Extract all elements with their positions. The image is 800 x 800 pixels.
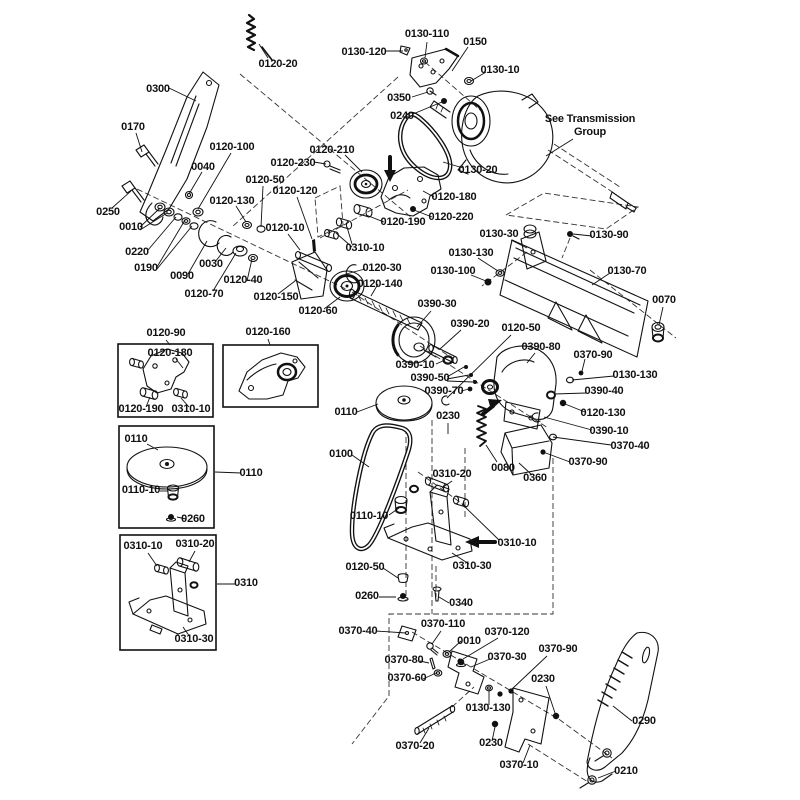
- leader-line-95: [215, 472, 241, 473]
- part-0070-bushing: [652, 323, 664, 342]
- part-label-0080: 0080: [491, 462, 515, 474]
- part-label-0120-150: 0120-150: [253, 291, 299, 303]
- part-label-0190: 0190: [134, 262, 158, 274]
- part-0170-bolt: [136, 145, 158, 166]
- part-label-0390-10: 0390-10: [395, 359, 435, 371]
- part-0120-210-pulley: [350, 170, 382, 198]
- part-label-0100: 0100: [329, 448, 353, 460]
- part-label-0120-50: 0120-50: [345, 561, 385, 573]
- part-0120-10-shaft: [296, 252, 332, 272]
- leader-line-57: [447, 375, 469, 379]
- part-label-0310-30: 0310-30: [174, 633, 214, 645]
- leader-line-56: [447, 367, 464, 377]
- hardware-under-bracket: [398, 574, 441, 601]
- part-label-0370-90: 0370-90: [573, 349, 613, 361]
- part-label-0370-10: 0370-10: [499, 759, 539, 771]
- part-label-0120-50: 0120-50: [501, 322, 541, 334]
- part-label-0120-20: 0120-20: [258, 58, 298, 70]
- part-label-0120-190: 0120-190: [118, 403, 164, 415]
- part-label-0120-30: 0120-30: [362, 262, 402, 274]
- part-label-0360: 0360: [523, 472, 547, 484]
- part-label-0120-230: 0120-230: [270, 157, 316, 169]
- part-label-0310-10: 0310-10: [345, 242, 385, 254]
- part-label-0130-130: 0130-130: [612, 369, 658, 381]
- part-label-0310-20: 0310-20: [432, 468, 472, 480]
- part-label-0390-10: 0390-10: [589, 425, 629, 437]
- part-label-0030: 0030: [199, 258, 223, 270]
- part-label-0390-70: 0390-70: [424, 385, 464, 397]
- leader-line-29: [157, 226, 192, 269]
- part-label-0210: 0210: [614, 765, 638, 777]
- part-label-0310: 0310: [234, 577, 258, 589]
- leader-line-67: [383, 568, 398, 578]
- part-0390-30-pulley: [393, 317, 436, 363]
- part-label-0260: 0260: [181, 513, 205, 525]
- leader-line-88: [268, 339, 270, 345]
- leader-line-45: [440, 330, 461, 349]
- part-0100-belt: [349, 425, 410, 548]
- leader-line-64: [442, 481, 452, 488]
- boxD-contents: [129, 558, 206, 634]
- part-0130-100-nut: [485, 279, 492, 286]
- part-label-0120-160: 0120-160: [245, 326, 291, 338]
- part-0350-bolt: [427, 88, 436, 95]
- part-label-0130-130: 0130-130: [448, 247, 494, 259]
- leader-line-73: [432, 631, 441, 644]
- part-0130-90-bolt: [567, 231, 579, 239]
- part-label-0110: 0110: [239, 467, 263, 479]
- part-0130-20-belt: [400, 114, 450, 178]
- part-label-0230: 0230: [479, 737, 503, 749]
- part-label-0370-90: 0370-90: [568, 456, 608, 468]
- leader-line-61: [357, 404, 378, 412]
- part-0370-20-rod: [415, 706, 455, 735]
- part-label-0120-70: 0120-70: [184, 288, 224, 300]
- part-label-0310-30: 0310-30: [452, 560, 492, 572]
- part-label-0130-90: 0130-90: [589, 229, 629, 241]
- part-label-0260: 0260: [355, 590, 379, 602]
- leader-line-49: [572, 376, 614, 380]
- part-0120-20-spring: [247, 15, 272, 60]
- part-0120-220-bolt: [410, 206, 416, 212]
- part-label-0120-90: 0120-90: [146, 327, 186, 339]
- leader-line-0: [259, 44, 268, 58]
- part-label-0130-110: 0130-110: [404, 28, 450, 40]
- leader-line-38: [511, 240, 527, 248]
- part-0310-30-bracket: [384, 485, 472, 560]
- leader-line-5: [452, 47, 468, 71]
- part-label-0110: 0110: [124, 433, 148, 445]
- part-label-0370-90: 0370-90: [538, 643, 578, 655]
- part-0150-bracket: [410, 49, 458, 87]
- part-label-0120-130: 0120-130: [209, 195, 255, 207]
- part-label-0110-10: 0110-10: [349, 510, 389, 522]
- leader-line-97: [148, 553, 157, 566]
- leader-line-28: [157, 220, 185, 267]
- part-label-0240: 0240: [390, 110, 414, 122]
- part-label-0390-80: 0390-80: [521, 341, 561, 353]
- subassembly-boxes: [118, 344, 318, 650]
- leader-line-17: [236, 206, 246, 222]
- part-0130-110-washer: [421, 58, 428, 64]
- part-label-0070: 0070: [652, 294, 676, 306]
- hardware-0390-row: [442, 356, 498, 405]
- part-0130-70-deck: [500, 240, 648, 357]
- part-label-0290: 0290: [632, 715, 656, 727]
- part-label-0010: 0010: [457, 635, 481, 647]
- part-label-0120-210: 0120-210: [309, 144, 355, 156]
- part-label-0390-40: 0390-40: [584, 385, 624, 397]
- part-0120-230-bolt: [324, 161, 340, 173]
- part-0130-120-clip: [400, 46, 410, 55]
- leader-line-4: [425, 42, 427, 58]
- dashed-line-20: [554, 144, 620, 187]
- leader-line-98: [189, 551, 195, 562]
- part-label-0300: 0300: [146, 83, 170, 95]
- part-label-0120-180: 0120-180: [431, 191, 477, 203]
- part-label-0120-130: 0120-130: [580, 407, 626, 419]
- part-label-0370-20: 0370-20: [395, 740, 435, 752]
- part-0250-bolt: [122, 181, 144, 202]
- leader-line-18: [288, 234, 300, 250]
- part-label-0220: 0220: [125, 246, 149, 258]
- part-label-0130-120: 0130-120: [341, 46, 387, 58]
- dashed-line-6: [506, 193, 638, 229]
- leader-line-12: [189, 172, 202, 194]
- leader-line-69: [439, 597, 449, 603]
- part-label-0040: 0040: [191, 161, 215, 173]
- part-label-0010: 0010: [119, 221, 143, 233]
- part-label-0120-180: 0120-180: [147, 347, 193, 359]
- leader-line-50: [554, 393, 586, 394]
- leader-line-7: [412, 92, 428, 97]
- leader-line-65: [462, 504, 499, 540]
- leader-line-9: [546, 139, 573, 156]
- part-0110-10-grommet: [395, 497, 407, 514]
- part-label-0130-70: 0130-70: [607, 265, 647, 277]
- leader-line-72: [376, 631, 406, 633]
- part-label-0390-50: 0390-50: [410, 372, 450, 384]
- part-label-0120-190: 0120-190: [380, 216, 426, 228]
- part-label-0090: 0090: [170, 270, 194, 282]
- leader-line-85: [613, 706, 632, 721]
- leader-line-70: [486, 445, 497, 462]
- leader-line-43: [659, 307, 663, 325]
- part-label-0120-10: 0120-10: [265, 222, 305, 234]
- part-label-0110-10: 0110-10: [121, 484, 161, 496]
- leader-line-54: [543, 452, 570, 462]
- part-label-0150: 0150: [463, 36, 487, 48]
- part-label-0130-10: 0130-10: [480, 64, 520, 76]
- part-label-0390-20: 0390-20: [450, 318, 490, 330]
- dashed-line-17: [562, 238, 570, 258]
- part-label-0130-30: 0130-30: [479, 228, 519, 240]
- part-label-0310-10: 0310-10: [123, 540, 163, 552]
- part-label-0170: 0170: [121, 121, 145, 133]
- part-label-0120-120: 0120-120: [272, 185, 318, 197]
- dashed-line-5: [315, 186, 343, 237]
- part-label-0130-130: 0130-130: [465, 702, 511, 714]
- part-label-0120-100: 0120-100: [209, 141, 255, 153]
- part-label-0390-30: 0390-30: [417, 298, 457, 310]
- part-label-0120-50: 0120-50: [245, 174, 285, 186]
- part-label-0310-20: 0310-20: [175, 538, 215, 550]
- part-0310-10-bushing-center: [453, 496, 468, 507]
- part-label-0350: 0350: [387, 92, 411, 104]
- part-0370-10-plate: [505, 688, 549, 752]
- part-label-0120-140: 0120-140: [357, 278, 403, 290]
- part-label-0370-80: 0370-80: [384, 654, 424, 666]
- boxB-contents: [239, 353, 305, 399]
- part-label-0370-40: 0370-40: [610, 440, 650, 452]
- part-label-0120-60: 0120-60: [298, 305, 338, 317]
- part-label-group: Group: [574, 126, 606, 138]
- part-label-0130-100: 0130-100: [430, 265, 476, 277]
- part-label-0370-60: 0370-60: [387, 672, 427, 684]
- part-label-0250: 0250: [96, 206, 120, 218]
- part-0240-nut: [441, 98, 447, 104]
- part-label-0370-120: 0370-120: [484, 626, 530, 638]
- part-label-0120-220: 0120-220: [428, 211, 474, 223]
- part-label-0130-20: 0130-20: [458, 164, 498, 176]
- leader-line-89: [176, 359, 183, 368]
- part-label-0310-10: 0310-10: [497, 537, 537, 549]
- part-label-0120-40: 0120-40: [223, 274, 263, 286]
- part-label-0370-40: 0370-40: [338, 625, 378, 637]
- part-label-0370-30: 0370-30: [487, 651, 527, 663]
- part-label-0340: 0340: [449, 597, 473, 609]
- part-label-0310-10: 0310-10: [171, 403, 211, 415]
- leader-line-58: [447, 381, 473, 382]
- leader-line-26: [140, 213, 167, 230]
- part-0130-10-washer: [465, 78, 474, 85]
- leader-line-15: [261, 186, 263, 227]
- part-label-0110: 0110: [334, 406, 358, 418]
- leader-line-40: [478, 258, 498, 271]
- part-label-see-transmission: See Transmission: [544, 113, 636, 125]
- part-label-0230: 0230: [436, 410, 460, 422]
- dashed-line-19: [548, 150, 614, 193]
- part-label-0370-110: 0370-110: [420, 618, 466, 630]
- part-0210-bolts: [580, 749, 611, 788]
- part-label-0230: 0230: [531, 673, 555, 685]
- leader-line-53: [553, 437, 611, 445]
- part-number-labels: [96, 28, 676, 777]
- part-0390-80-guard: [494, 346, 556, 429]
